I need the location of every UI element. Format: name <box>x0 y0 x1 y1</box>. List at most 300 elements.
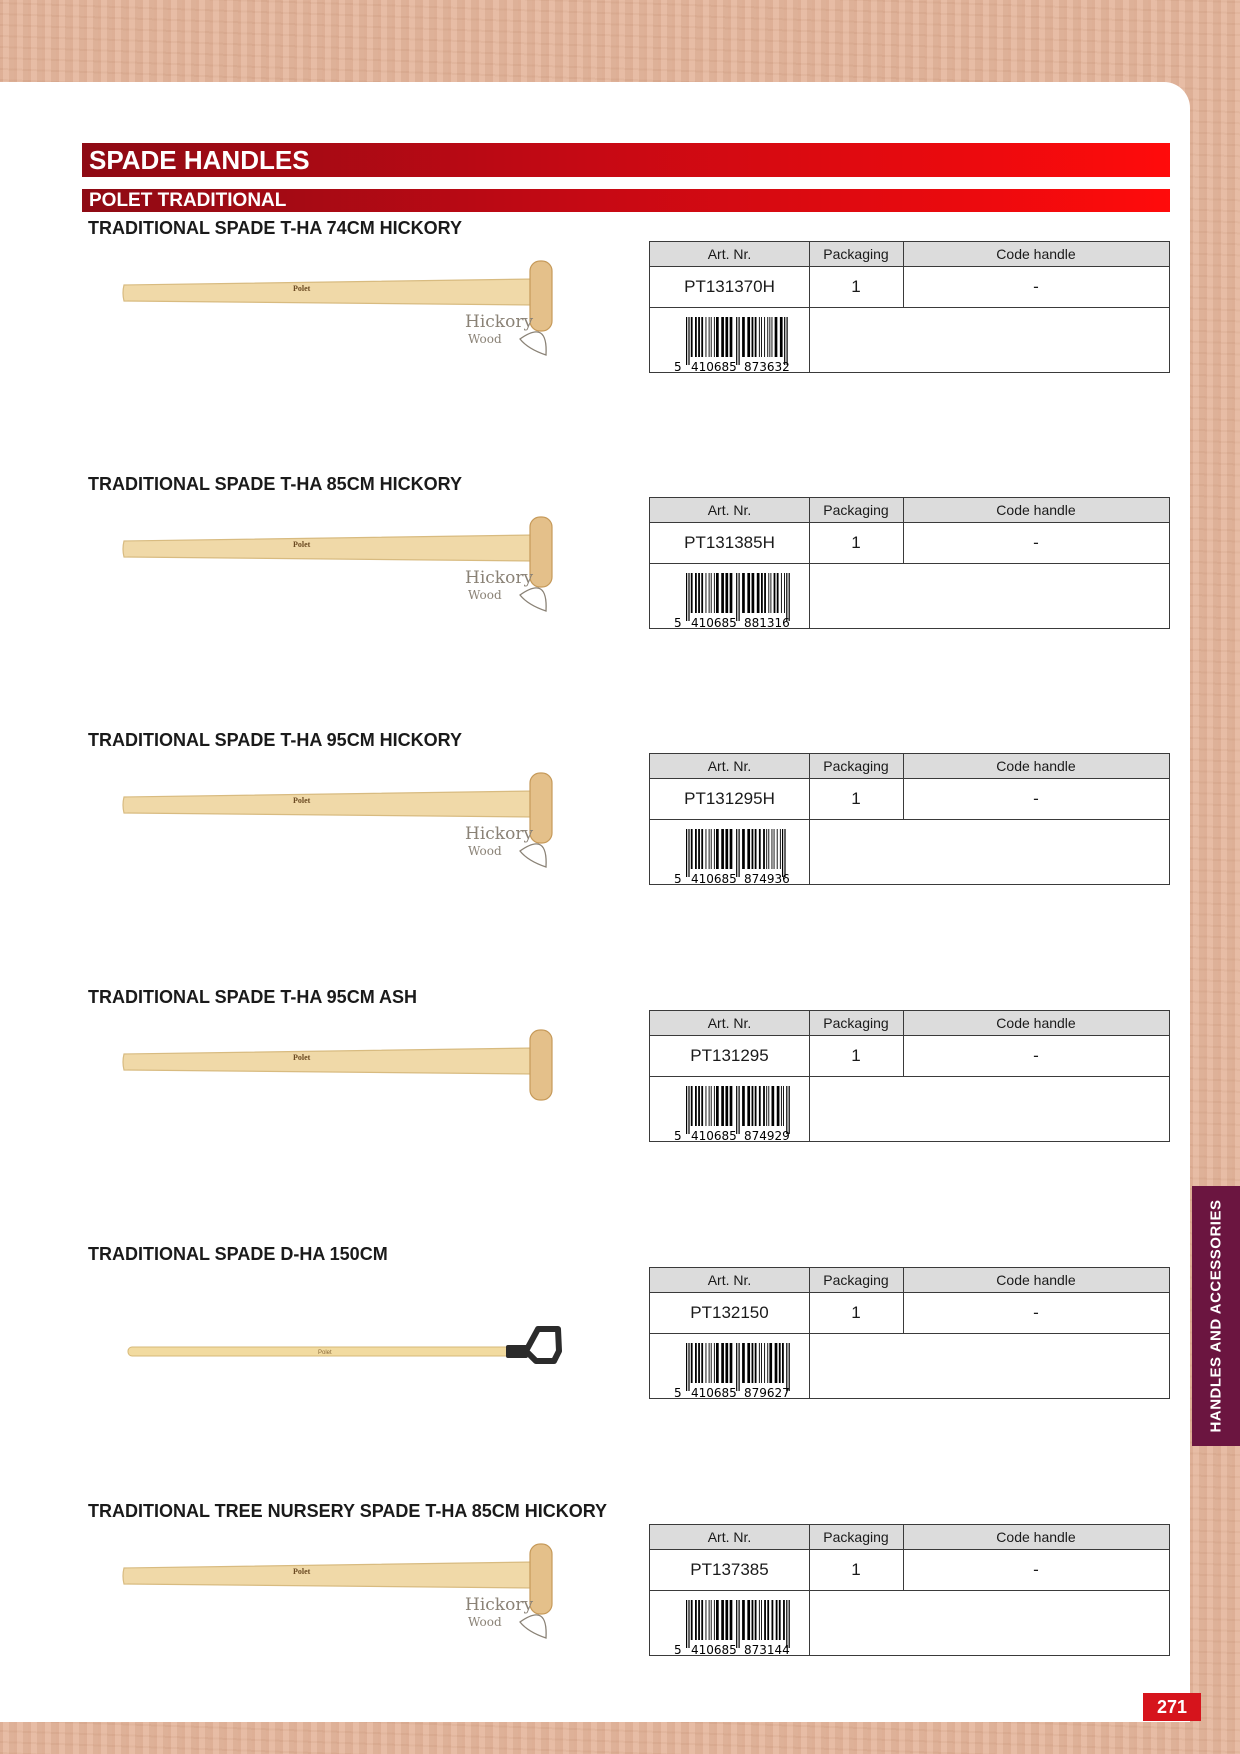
barcode-bar <box>706 1343 707 1383</box>
packaging-value: 1 <box>809 1035 904 1076</box>
barcode-guard <box>688 317 689 365</box>
header-code-handle: Code handle <box>996 246 1076 262</box>
product-block <box>0 986 1190 1226</box>
product-table <box>649 1010 1170 1142</box>
handle-shaft <box>123 279 536 305</box>
header-code-handle: Code handle <box>996 1272 1076 1288</box>
barcode-bar <box>714 1343 715 1383</box>
barcode-bar <box>747 1600 750 1640</box>
barcode-digits-right: 873632 <box>744 360 790 373</box>
barcode-guard <box>736 1343 737 1391</box>
barcode-bar <box>768 573 769 613</box>
barcode-bar <box>721 829 724 869</box>
barcode-bar <box>695 317 697 357</box>
barcode-guard <box>739 1600 740 1648</box>
table-row <box>650 1549 1169 1591</box>
barcode-guard <box>789 1343 790 1391</box>
barcode-bar <box>764 317 765 357</box>
barcode-guard <box>739 1086 740 1134</box>
wood-badge-line1: Hickory <box>465 1595 534 1615</box>
barcode-bar <box>711 1600 712 1640</box>
barcode-digits-right: 874929 <box>744 1129 790 1142</box>
barcode-bar <box>698 829 700 869</box>
barcode-bar <box>769 317 770 357</box>
barcode <box>672 1086 808 1142</box>
product-image <box>118 1283 568 1393</box>
product-image <box>118 769 568 879</box>
handle-grip <box>530 261 552 331</box>
art-nr-value: PT132150 <box>650 1292 810 1333</box>
barcode-digits-right: 873144 <box>744 1643 790 1656</box>
product-table <box>649 241 1170 373</box>
barcode-guard <box>736 829 737 877</box>
barcode-bar <box>752 317 754 357</box>
barcode-bar <box>714 829 715 869</box>
barcode-bar <box>767 317 768 357</box>
barcode-bar <box>759 1600 760 1640</box>
barcode-bar <box>695 1600 697 1640</box>
wood-badge-line1: Hickory <box>465 312 534 332</box>
table-header-row <box>650 498 1169 523</box>
art-nr-value: PT137385 <box>650 1549 810 1590</box>
barcode-bar <box>730 317 733 357</box>
wood-badge-line1: Hickory <box>465 568 534 588</box>
barcode-guard <box>686 1343 687 1391</box>
packaging-value: 1 <box>809 522 904 563</box>
art-nr-value: PT131385H <box>650 522 810 563</box>
barcode-bar <box>772 1600 774 1640</box>
barcode-bar <box>706 317 707 357</box>
packaging-value: 1 <box>809 1549 904 1590</box>
barcode-bar <box>755 1086 757 1126</box>
barcode-bar <box>777 829 778 869</box>
barcode <box>672 317 808 373</box>
brand-stamp: Polet <box>318 1350 332 1356</box>
barcode-bar <box>701 573 703 613</box>
table-header-row <box>650 1011 1169 1036</box>
handle-shaft <box>123 791 536 817</box>
barcode-bar <box>742 1600 745 1640</box>
barcode-bar <box>716 1086 719 1126</box>
barcode-bar <box>769 1343 772 1383</box>
product-block <box>0 217 1190 457</box>
barcode-bar <box>691 317 693 357</box>
barcode-bar <box>725 829 728 869</box>
product-title: TRADITIONAL SPADE T-HA 95CM HICKORY <box>88 730 463 750</box>
wood-badge-line2: Wood <box>468 1615 502 1629</box>
leaf-icon <box>520 1615 546 1638</box>
barcode-bar <box>716 1343 719 1383</box>
barcode-cell <box>650 1076 810 1141</box>
code-handle-value: - <box>1033 1045 1039 1065</box>
barcode-guard <box>789 573 790 621</box>
barcode-guard <box>739 1343 740 1391</box>
brand-stamp: Polet <box>293 284 311 293</box>
header-art-nr: Art. Nr. <box>650 1268 810 1292</box>
barcode-bar <box>772 317 773 357</box>
barcode-bar <box>770 573 771 613</box>
barcode-bar <box>757 573 760 613</box>
barcode-guard <box>786 1600 787 1648</box>
barcode-bar <box>709 1600 710 1640</box>
barcode-bar <box>691 573 693 613</box>
barcode-bar <box>706 1086 707 1126</box>
barcode-bar <box>730 1086 733 1126</box>
product-title: TRADITIONAL TREE NURSERY SPADE T-HA 85CM HICKORY <box>88 1501 608 1521</box>
code-handle-value: - <box>1033 1302 1039 1322</box>
barcode-bar <box>759 1086 761 1126</box>
barcode-digits-right: 874936 <box>744 872 790 885</box>
barcode-bar <box>747 1086 750 1126</box>
header-packaging: Packaging <box>809 1525 904 1549</box>
barcode-bar <box>701 317 703 357</box>
barcode <box>672 1343 808 1399</box>
barcode-bar <box>782 1343 784 1383</box>
barcode-bar <box>781 573 782 613</box>
header-art-nr: Art. Nr. <box>650 1011 810 1035</box>
barcode-bar <box>706 573 707 613</box>
barcode-digits-left: 410685 <box>691 1643 737 1656</box>
barcode-bar <box>752 573 755 613</box>
barcode-bar <box>775 1343 778 1383</box>
barcode-bar <box>711 317 712 357</box>
barcode-bar <box>695 1343 697 1383</box>
barcode-bar <box>767 1343 768 1383</box>
barcode-bar <box>752 829 754 869</box>
barcode-bar <box>775 317 778 357</box>
barcode-digits-left: 410685 <box>691 1386 737 1399</box>
table-header-row <box>650 1525 1169 1550</box>
barcode-bar <box>716 829 719 869</box>
art-nr-value: PT131295H <box>650 778 810 819</box>
barcode-guard <box>739 317 740 365</box>
barcode-guard <box>736 317 737 365</box>
table-header-row <box>650 1268 1169 1293</box>
header-code-handle: Code handle <box>996 502 1076 518</box>
barcode-bar <box>691 1086 693 1126</box>
barcode-guard <box>787 317 788 365</box>
barcode-bar <box>742 573 745 613</box>
barcode-guard <box>739 573 740 621</box>
barcode-bar <box>781 1086 782 1126</box>
table-header-row <box>650 242 1169 267</box>
barcode-bar <box>768 829 769 869</box>
barcode-digits-left: 410685 <box>691 616 737 629</box>
barcode-guard <box>786 1086 787 1134</box>
barcode-bar <box>711 1343 712 1383</box>
barcode-bar <box>698 573 700 613</box>
barcode-guard <box>789 1086 790 1134</box>
product-block <box>0 473 1190 713</box>
barcode-bar <box>698 1086 700 1126</box>
barcode-bar <box>779 1600 781 1640</box>
product-title: TRADITIONAL SPADE T-HA 74CM HICKORY <box>88 218 463 238</box>
barcode-bar <box>714 317 715 357</box>
barcode-digit-first: 5 <box>674 1386 682 1399</box>
barcode-bar <box>709 573 710 613</box>
product-image <box>118 1540 568 1650</box>
barcode-bar <box>730 1600 733 1640</box>
barcode-bar <box>691 829 693 869</box>
barcode-bar <box>730 573 733 613</box>
barcode-bar <box>764 1343 765 1383</box>
barcode-bar <box>783 1086 784 1126</box>
barcode-digits-left: 410685 <box>691 360 737 373</box>
barcode-bar <box>752 1086 754 1126</box>
code-handle-value: - <box>1033 276 1039 296</box>
header-packaging: Packaging <box>809 754 904 778</box>
barcode-bar <box>725 1600 728 1640</box>
barcode-bar <box>691 1600 693 1640</box>
barcode-bar <box>721 1086 724 1126</box>
barcode-bar <box>698 317 700 357</box>
barcode-guard <box>686 1086 687 1134</box>
handle-grip <box>530 1030 552 1100</box>
barcode-cell <box>650 1333 810 1398</box>
barcode-bar <box>714 573 715 613</box>
header-code-handle: Code handle <box>996 1015 1076 1031</box>
leaf-icon <box>520 588 546 611</box>
barcode-guard <box>786 573 787 621</box>
code-handle-value: - <box>1033 1559 1039 1579</box>
product-image <box>118 257 568 367</box>
barcode-bar <box>725 1343 728 1383</box>
barcode-bar <box>761 1343 762 1383</box>
barcode-bar <box>701 829 703 869</box>
table-row <box>650 266 1169 308</box>
barcode-bar <box>716 573 719 613</box>
subsection-title: POLET TRADITIONAL <box>82 189 1170 212</box>
barcode-bar <box>755 1600 757 1640</box>
header-art-nr: Art. Nr. <box>650 754 810 778</box>
barcode-guard <box>686 829 687 877</box>
barcode-bar <box>695 1086 697 1126</box>
barcode-bar <box>711 573 712 613</box>
barcode-bar <box>755 829 757 869</box>
product-image <box>118 513 568 623</box>
barcode-guard <box>736 1600 737 1648</box>
leaf-icon <box>520 332 546 355</box>
barcode-bar <box>780 317 783 357</box>
d-grip <box>526 1329 559 1361</box>
product-block <box>0 1243 1190 1483</box>
wood-badge-line2: Wood <box>468 588 502 602</box>
header-packaging: Packaging <box>809 242 904 266</box>
barcode-bar <box>759 317 760 357</box>
barcode-cell <box>650 1590 810 1655</box>
barcode-cell <box>650 819 810 884</box>
barcode-guard <box>688 1086 689 1134</box>
product-table <box>649 497 1170 629</box>
barcode-bar <box>784 573 785 613</box>
section-title: SPADE HANDLES <box>82 143 1170 177</box>
header-art-nr: Art. Nr. <box>650 498 810 522</box>
barcode-guard <box>688 1343 689 1391</box>
art-nr-value: PT131295 <box>650 1035 810 1076</box>
barcode-bar <box>761 1600 762 1640</box>
barcode-bar <box>780 829 781 869</box>
barcode-digits-right: 879627 <box>744 1386 790 1399</box>
product-block <box>0 1500 1190 1740</box>
handle-grip <box>530 517 552 587</box>
barcode-bar <box>691 1343 693 1383</box>
product-table <box>649 753 1170 885</box>
barcode-bar <box>779 1343 781 1383</box>
barcode-guard <box>782 829 783 877</box>
barcode <box>672 573 808 629</box>
barcode <box>672 829 808 885</box>
barcode-bar <box>709 1086 710 1126</box>
barcode-bar <box>747 317 750 357</box>
barcode-guard <box>784 829 785 877</box>
product-title: TRADITIONAL SPADE T-HA 95CM ASH <box>88 987 418 1007</box>
barcode-bar <box>709 829 710 869</box>
barcode-digits-left: 410685 <box>691 1129 737 1142</box>
page-number: 271 <box>1143 1693 1201 1721</box>
brand-stamp: Polet <box>293 1053 311 1062</box>
barcode-digit-first: 5 <box>674 872 682 885</box>
barcode-bar <box>761 317 762 357</box>
barcode-bar <box>766 829 767 869</box>
barcode-guard <box>686 573 687 621</box>
barcode-guard <box>686 1600 687 1648</box>
barcode-bar <box>763 1086 765 1126</box>
barcode-bar <box>725 573 728 613</box>
barcode-bar <box>742 1343 745 1383</box>
handle-shaft <box>123 535 536 561</box>
barcode <box>672 1600 808 1656</box>
barcode-bar <box>752 1600 754 1640</box>
barcode-bar <box>772 829 773 869</box>
barcode-bar <box>761 573 763 613</box>
barcode-cell <box>650 563 810 628</box>
barcode-guard <box>786 1343 787 1391</box>
brand-stamp: Polet <box>293 540 311 549</box>
barcode-digit-first: 5 <box>674 360 682 373</box>
barcode-bar <box>742 317 745 357</box>
header-art-nr: Art. Nr. <box>650 1525 810 1549</box>
barcode-bar <box>730 1343 733 1383</box>
barcode-bar <box>711 1086 712 1126</box>
code-handle-value: - <box>1033 532 1039 552</box>
barcode-bar <box>695 829 697 869</box>
handle-shaft <box>123 1048 536 1074</box>
product-table <box>649 1267 1170 1399</box>
barcode-bar <box>747 829 750 869</box>
leaf-icon <box>520 844 546 867</box>
barcode-bar <box>721 1600 724 1640</box>
header-code-handle: Code handle <box>996 758 1076 774</box>
table-row <box>650 778 1169 820</box>
barcode-bar <box>747 1343 750 1383</box>
barcode-bar <box>706 829 707 869</box>
barcode-guard <box>686 317 687 365</box>
barcode-bar <box>774 573 776 613</box>
barcode-bar <box>777 573 779 613</box>
packaging-value: 1 <box>809 266 904 307</box>
barcode-bar <box>759 1343 760 1383</box>
barcode-bar <box>777 1086 780 1126</box>
barcode-bar <box>752 1343 754 1383</box>
barcode-digit-first: 5 <box>674 1129 682 1142</box>
barcode-bar <box>742 1086 745 1126</box>
side-tab-label: HANDLES AND ACCESSORIES <box>1207 1199 1225 1433</box>
barcode-guard <box>688 829 689 877</box>
barcode-bar <box>764 1600 766 1640</box>
packaging-value: 1 <box>809 778 904 819</box>
header-code-handle: Code handle <box>996 1529 1076 1545</box>
barcode-bar <box>701 1600 703 1640</box>
barcode-guard <box>688 1600 689 1648</box>
product-image <box>118 1026 568 1136</box>
art-nr-value: PT131370H <box>650 266 810 307</box>
barcode-bar <box>695 573 697 613</box>
brand-stamp: Polet <box>293 796 311 805</box>
barcode-digit-first: 5 <box>674 1643 682 1656</box>
product-title: TRADITIONAL SPADE D-HA 150CM <box>88 1244 388 1264</box>
barcode-bar <box>783 1600 785 1640</box>
handle-grip <box>530 1544 552 1614</box>
barcode-bar <box>725 317 728 357</box>
barcode-bar <box>716 317 719 357</box>
header-packaging: Packaging <box>809 1268 904 1292</box>
barcode-bar <box>768 1086 769 1126</box>
barcode-bar <box>701 1086 703 1126</box>
barcode-cell <box>650 307 810 372</box>
table-row <box>650 1035 1169 1077</box>
barcode-bar <box>714 1086 715 1126</box>
barcode-bar <box>709 317 710 357</box>
barcode-bar <box>711 829 712 869</box>
barcode-bar <box>774 829 775 869</box>
wood-badge-line1: Hickory <box>465 824 534 844</box>
code-handle-value: - <box>1033 788 1039 808</box>
barcode-bar <box>772 1086 775 1126</box>
barcode-guard <box>789 1600 790 1648</box>
barcode-bar <box>755 1343 757 1383</box>
barcode-guard <box>736 1086 737 1134</box>
barcode-digits-right: 881316 <box>744 616 790 629</box>
barcode-guard <box>688 573 689 621</box>
barcode-bar <box>706 1600 707 1640</box>
header-packaging: Packaging <box>809 498 904 522</box>
packaging-value: 1 <box>809 1292 904 1333</box>
barcode-bar <box>716 1600 719 1640</box>
barcode-bar <box>701 1343 703 1383</box>
barcode-bar <box>767 1600 769 1640</box>
wood-badge-line2: Wood <box>468 332 502 346</box>
header-packaging: Packaging <box>809 1011 904 1035</box>
barcode-guard <box>736 573 737 621</box>
barcode-digit-first: 5 <box>674 616 682 629</box>
barcode-bar <box>714 1600 715 1640</box>
table-row <box>650 1292 1169 1334</box>
barcode-digits-left: 410685 <box>691 872 737 885</box>
barcode-bar <box>725 1086 728 1126</box>
side-tab <box>1192 1186 1240 1446</box>
barcode-bar <box>698 1600 700 1640</box>
product-table <box>649 1524 1170 1656</box>
barcode-bar <box>730 829 733 869</box>
barcode-bar <box>698 1343 700 1383</box>
barcode-guard <box>739 829 740 877</box>
barcode-bar <box>721 317 724 357</box>
table-row <box>650 522 1169 564</box>
barcode-bar <box>776 1600 778 1640</box>
barcode-bar <box>721 573 724 613</box>
product-block <box>0 729 1190 969</box>
barcode-bar <box>763 829 765 869</box>
